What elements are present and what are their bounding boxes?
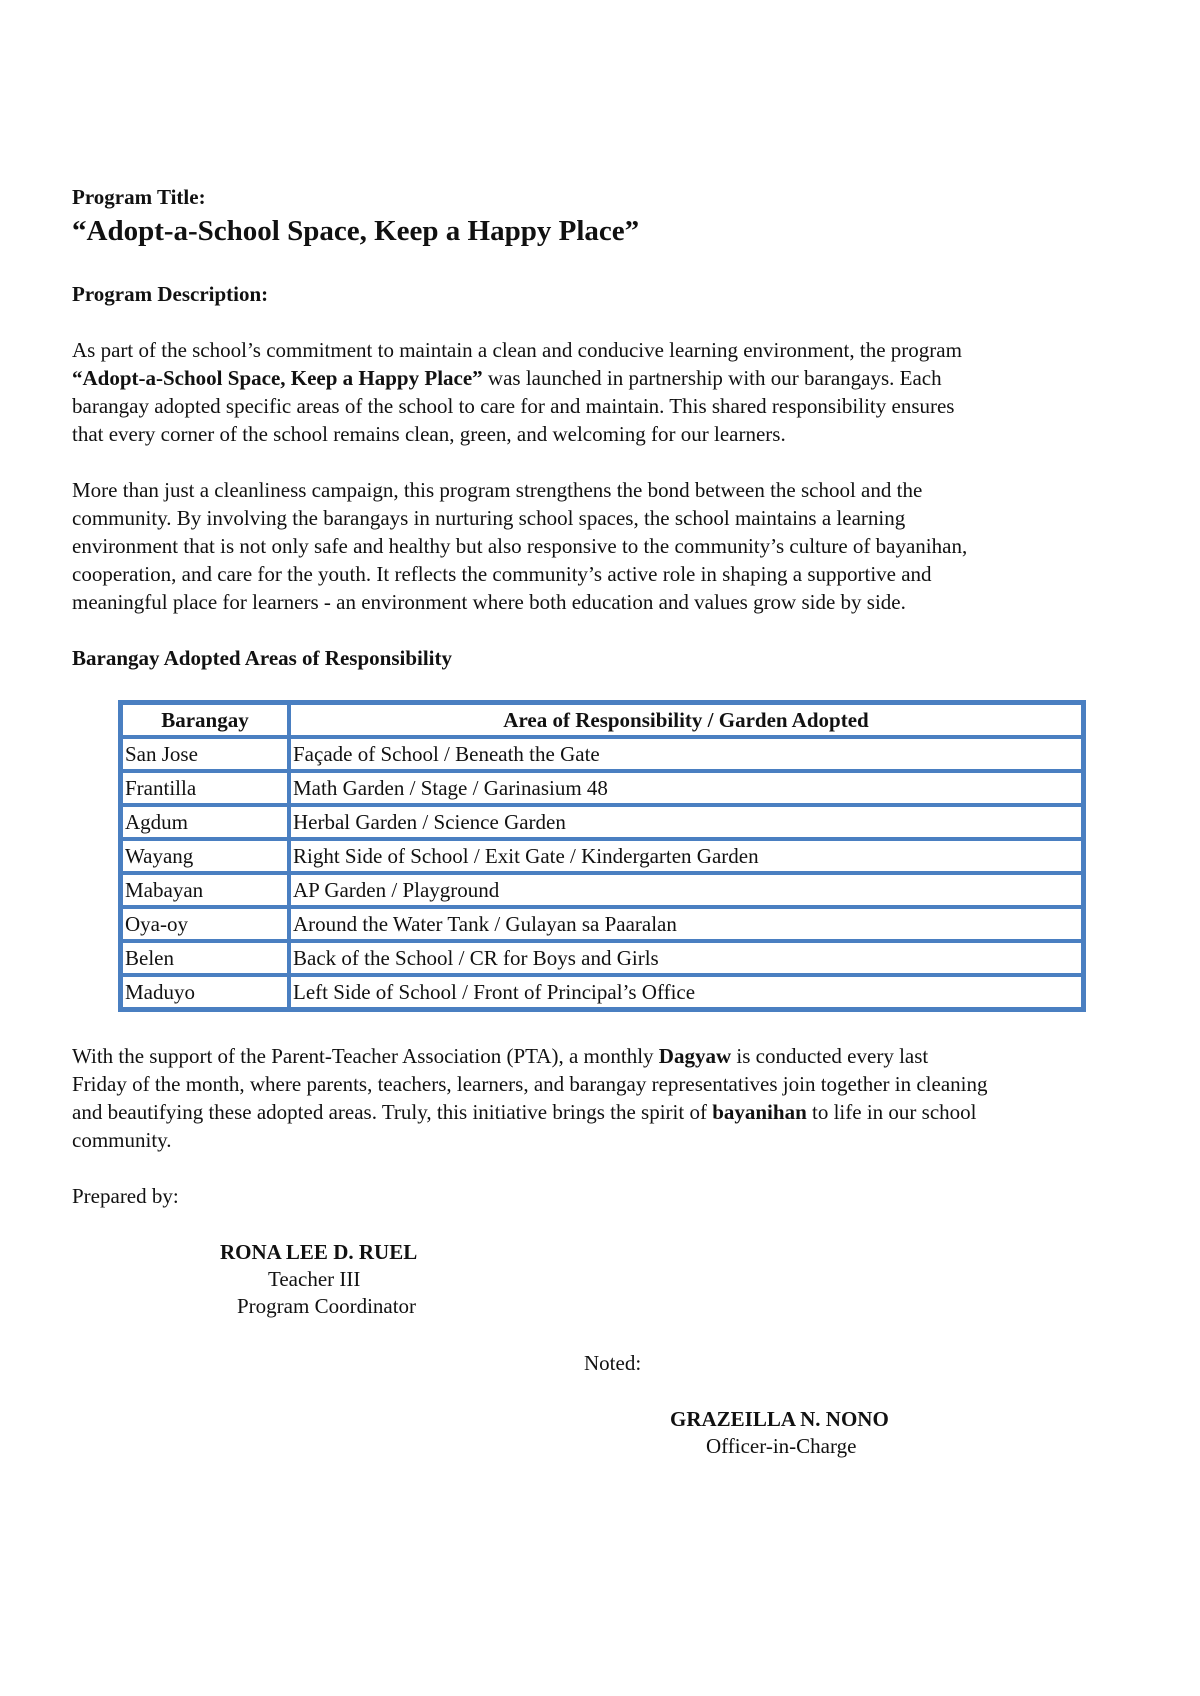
paragraph-line: More than just a cleanliness campaign, this program strengthens the bond between the school and the [72,478,923,502]
table-row [121,805,1083,839]
area-cell: Façade of School / Beneath the Gate [289,737,1083,771]
paragraph-line: barangay adopted specific areas of the school to care for and maintain. This shared responsibility ensures [72,394,955,418]
barangay-cell: Oya-oy [121,907,289,941]
paragraph-text: was launched in partnership with our barangays. Each [482,366,942,390]
barangay-cell: Belen [121,941,289,975]
paragraph-line: As part of the school’s commitment to maintain a clean and conducive learning environment, the program [72,338,962,362]
table-row [121,941,1083,975]
table-header-row [121,703,1083,737]
barangay-cell: Frantilla [121,771,289,805]
barangay-cell: Maduyo [121,975,289,1009]
area-cell: Right Side of School / Exit Gate / Kindergarten Garden [289,839,1083,873]
paragraph-line: Friday of the month, where parents, teachers, learners, and barangay representatives join together in cleaning [72,1072,988,1096]
prepared-by-label: Prepared by: [72,1184,179,1208]
noter-role: Officer-in-Charge [706,1434,857,1458]
table-row [121,873,1083,907]
barangay-cell: San Jose [121,737,289,771]
table-row [121,975,1083,1009]
table-row [121,737,1083,771]
closing-paragraph [72,1042,1142,1154]
description-paragraph-2 [72,476,1142,616]
barangay-cell: Agdum [121,805,289,839]
column-header-area: Area of Responsibility / Garden Adopted [289,703,1083,737]
program-title-label: Program Title: [72,185,206,209]
noted-label: Noted: [584,1351,642,1375]
table-row [121,907,1083,941]
paragraph-text: and beautifying these adopted areas. Truly, this initiative brings the spirit of [72,1100,713,1124]
responsibility-table [118,700,1086,1012]
area-cell: Back of the School / CR for Boys and Girls [289,941,1083,975]
program-title: “Adopt-a-School Space, Keep a Happy Place” [72,215,640,247]
paragraph-line: environment that is not only safe and healthy but also responsive to the community’s culture of bayanihan, [72,534,968,558]
paragraph-text: With the support of the Parent-Teacher Association (PTA), a monthly [72,1044,659,1068]
bayanihan-emphasis: bayanihan [712,1100,807,1124]
noter-name: GRAZEILLA N. NONO [670,1407,889,1431]
paragraph-text: to life in our school [806,1100,977,1124]
area-cell: AP Garden / Playground [289,873,1083,907]
area-cell: Math Garden / Stage / Garinasium 48 [289,771,1083,805]
paragraph-line [72,1042,1142,1070]
paragraph-text: is conducted every last [731,1044,929,1068]
area-cell: Around the Water Tank / Gulayan sa Paaralan [289,907,1083,941]
preparer-role: Program Coordinator [237,1294,417,1318]
preparer-name: RONA LEE D. RUEL [220,1240,418,1264]
table-row [121,839,1083,873]
column-header-barangay: Barangay [121,703,289,737]
paragraph-line: meaningful place for learners - an environment where both education and values grow side by side. [72,590,906,614]
dagyaw-emphasis: Dagyaw [658,1044,732,1068]
paragraph-line [72,364,1142,392]
table-heading: Barangay Adopted Areas of Responsibility [72,646,452,670]
barangay-cell: Mabayan [121,873,289,907]
paragraph-line: community. By involving the barangays in nurturing school spaces, the school maintains a learning [72,506,906,530]
barangay-cell: Wayang [121,839,289,873]
description-paragraph-1 [72,336,1142,448]
program-name-emphasis: “Adopt-a-School Space, Keep a Happy Place” [72,366,483,390]
area-cell: Herbal Garden / Science Garden [289,805,1083,839]
paragraph-line: cooperation, and care for the youth. It reflects the community’s active role in shaping a supportive and [72,562,932,586]
paragraph-line: community. [72,1128,172,1152]
table-row [121,771,1083,805]
paragraph-line: that every corner of the school remains clean, green, and welcoming for our learners. [72,422,786,446]
preparer-position: Teacher III [268,1267,361,1291]
program-description-label: Program Description: [72,282,269,306]
paragraph-line [72,1098,1142,1126]
area-cell: Left Side of School / Front of Principal’s Office [289,975,1083,1009]
